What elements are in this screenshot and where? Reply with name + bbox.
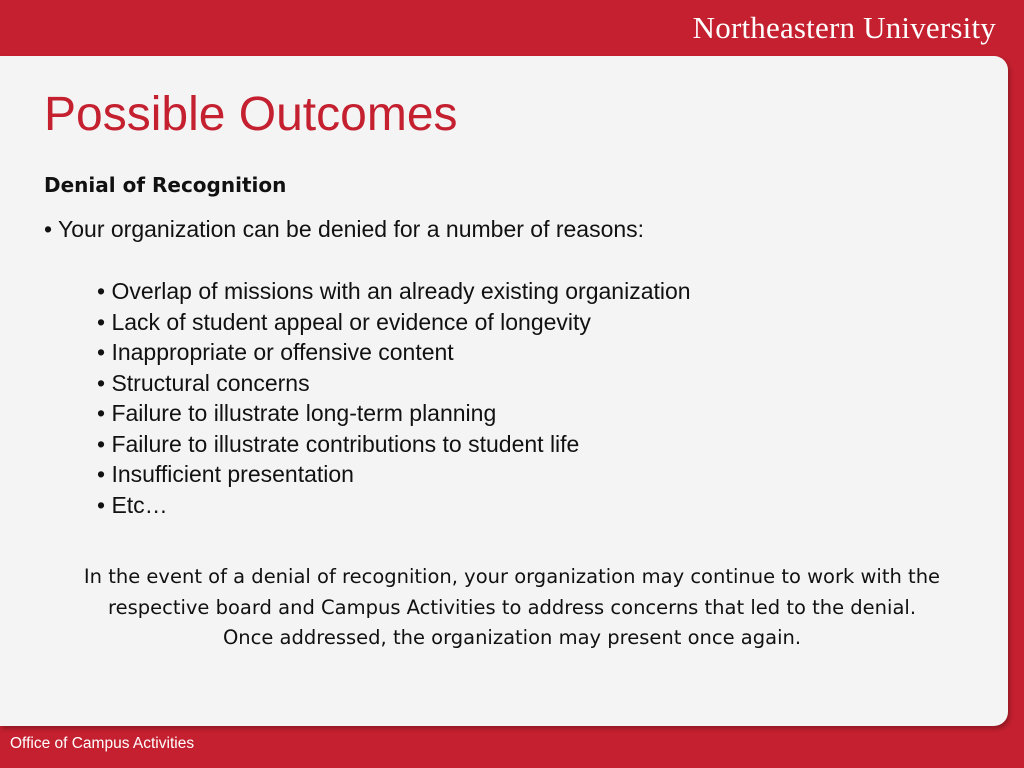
university-logo-text: Northeastern University xyxy=(692,10,996,45)
reason-item: • Etc… xyxy=(97,491,168,518)
reason-item: • Inappropriate or offensive content xyxy=(97,339,454,365)
reason-item: • Structural concerns xyxy=(97,369,310,396)
intro-bullet: • Your organization can be denied for a number of reasons: xyxy=(44,216,645,242)
slide-title: Possible Outcomes xyxy=(44,88,458,141)
reason-item: • Overlap of missions with an already existing organization xyxy=(97,278,691,304)
reason-item: • Lack of student appeal or evidence of longevity xyxy=(97,308,591,335)
closing-note: In the event of a denial of recognition, your organization may continue to work with the respective board and Campus Activities to address concerns that led to the denial. Once addressed, the organization may present once again. xyxy=(83,565,941,649)
header-band xyxy=(0,0,1024,56)
footer-band xyxy=(0,726,1024,768)
reason-item: • Failure to illustrate contributions to student life xyxy=(97,430,580,457)
section-heading: Denial of Recognition xyxy=(44,173,287,197)
reasons-list xyxy=(97,276,691,520)
reason-item: • Failure to illustrate long-term planning xyxy=(97,400,497,426)
reason-item: • Insufficient presentation xyxy=(97,461,354,487)
footer-label: Office of Campus Activities xyxy=(10,735,195,752)
